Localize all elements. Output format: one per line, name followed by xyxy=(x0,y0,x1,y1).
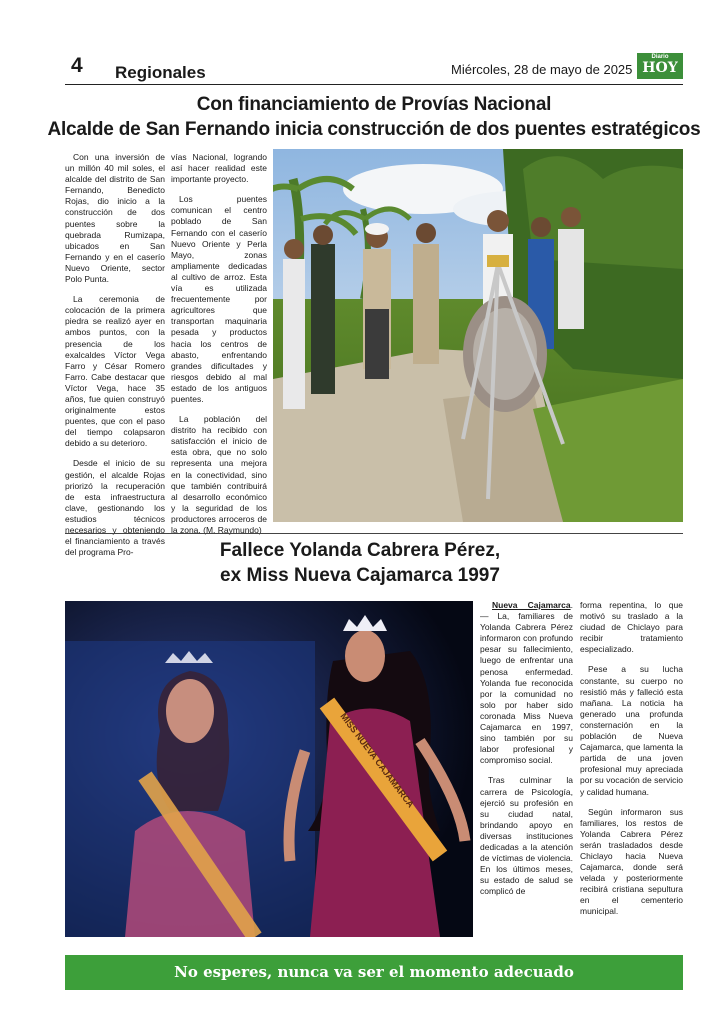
article1-headline xyxy=(40,92,708,142)
article1-headline-line1: Con financiamiento de Provías Nacional xyxy=(196,94,552,115)
issue-date: Miércoles, 28 de mayo de 2025 xyxy=(451,62,633,77)
page-number: 4 xyxy=(71,54,83,77)
logo-small-text: Diario xyxy=(651,54,669,60)
paragraph: forma repentina, lo que motivó su traslado a la ciudad de Chiclayo para recibir tratamiento especializado. xyxy=(580,600,683,655)
article1-column1 xyxy=(65,152,165,567)
paragraph: Pese a su lucha constante, su cuerpo no resistió más y falleció esta mañana. La noticia ha generado una profunda consternación en la población de Nueva Cajamarca, que lamenta la partida de una joven profesional muy apreciada por su vocación de servicio y calidad humana. xyxy=(580,664,683,797)
miss-nueva-cajamarca-photo xyxy=(65,601,473,937)
paragraph: La población del distrito ha recibido con satisfacción el inicio de esta obra, que no solo representa una mejora en la conectividad, sino que también contribuirá al desarrollo económico y la seguridad de los productores arroceros de la zona. (M. Raymundo) xyxy=(171,414,267,535)
article2-headline-line1: Fallece Yolanda Cabrera Pérez, xyxy=(219,540,501,561)
article1-headline-line2: Alcalde de San Fernando inicia construcción de dos puentes estratégicos xyxy=(47,119,701,140)
paragraph: vías Nacional, logrando así hacer realidad este importante proyecto. xyxy=(171,152,267,185)
paragraph: Según informaron sus familiares, los restos de Yolanda Cabrera Pérez serán trasladados desde Chiclayo hacia Nueva Cajamarca, donde será velada y posteriormente recibirá cristiana sepultura en el cementerio municipal. xyxy=(580,806,683,917)
article1-column2 xyxy=(171,152,267,545)
paragraph: Los puentes comunican el centro poblado de San Fernando con el caserío Nuevo Oriente y Perla Mayo, zonas ampliamente dedicadas al cultivo de arroz. Esta vía es utilizada frecuentemente por agricultores que transportan maquinaria pesada y productos hacia los centros de abasto, enfrentando grandes dificultades y riesgos debido al mal estado de los antiguos puentes. xyxy=(171,194,267,404)
paragraph: La ceremonia de colocación de la primera piedra se realizó ayer en ambos puntos, con la presencia de los exalcaldes Víctor Vega Farro y César Romero Farro. Cabe destacar que Víctor Vega, hace 35 años, fue quien construyó originalmente estos puentes, que con el paso del tiempo colapsaron debido a su deterioro. xyxy=(65,294,165,449)
section-title: Regionales xyxy=(115,63,206,82)
paragraph: Desde el inicio de su gestión, el alcalde Rojas priorizó la recuperación de esta infraestructura clave, gestionando los estudios técnicos necesarios y obteniendo el financiamiento a través del programa Pro- xyxy=(65,458,165,558)
newspaper-logo xyxy=(637,53,683,79)
article2-column2 xyxy=(580,600,683,927)
article2-dateline: Nueva Cajamarca xyxy=(492,600,571,610)
sash-text: MISS NUEVA CAJAMARCA xyxy=(338,711,416,810)
page-header xyxy=(65,52,683,86)
paragraph: Con una inversión de un millón 40 mil soles, el alcalde del distrito de San Fernando, Benedicto Rojas, dio inicio a la construcción de dos puentes sobre la quebrada Rumizapa, ubicados en San Fernando y en el caserío Nuevo Oriente, sector Polo Punta. xyxy=(65,152,165,285)
article2-headline-line2: ex Miss Nueva Cajamarca 1997 xyxy=(220,565,500,586)
article-divider xyxy=(65,533,683,534)
paragraph: Tras culminar la carrera de Psicología, ejerció su profesión en su ciudad natal, brindando apoyo en diversas instituciones dedicadas a la atención de víctimas de violencia. En los últimos meses, su estado de salud se complicó de xyxy=(480,775,573,897)
paragraph: . — La, familiares de Yolanda Cabrera Pérez informaron con profundo pesar su fallecimiento, luego de enfrentar una penosa enfermedad. Yolanda fue reconocida por la comunidad no solo por haber sido coronada Miss Nueva Cajamarca en 1997, sino también por su labor profesional y compromiso social. xyxy=(480,600,573,766)
article2-column1 xyxy=(480,600,573,906)
logo-big-text: HOY xyxy=(642,60,678,76)
article2-headline xyxy=(150,538,570,588)
header-divider xyxy=(65,84,683,85)
footer-banner: No esperes, nunca va ser el momento adecuado xyxy=(65,955,683,990)
bridge-ceremony-photo xyxy=(273,149,683,522)
